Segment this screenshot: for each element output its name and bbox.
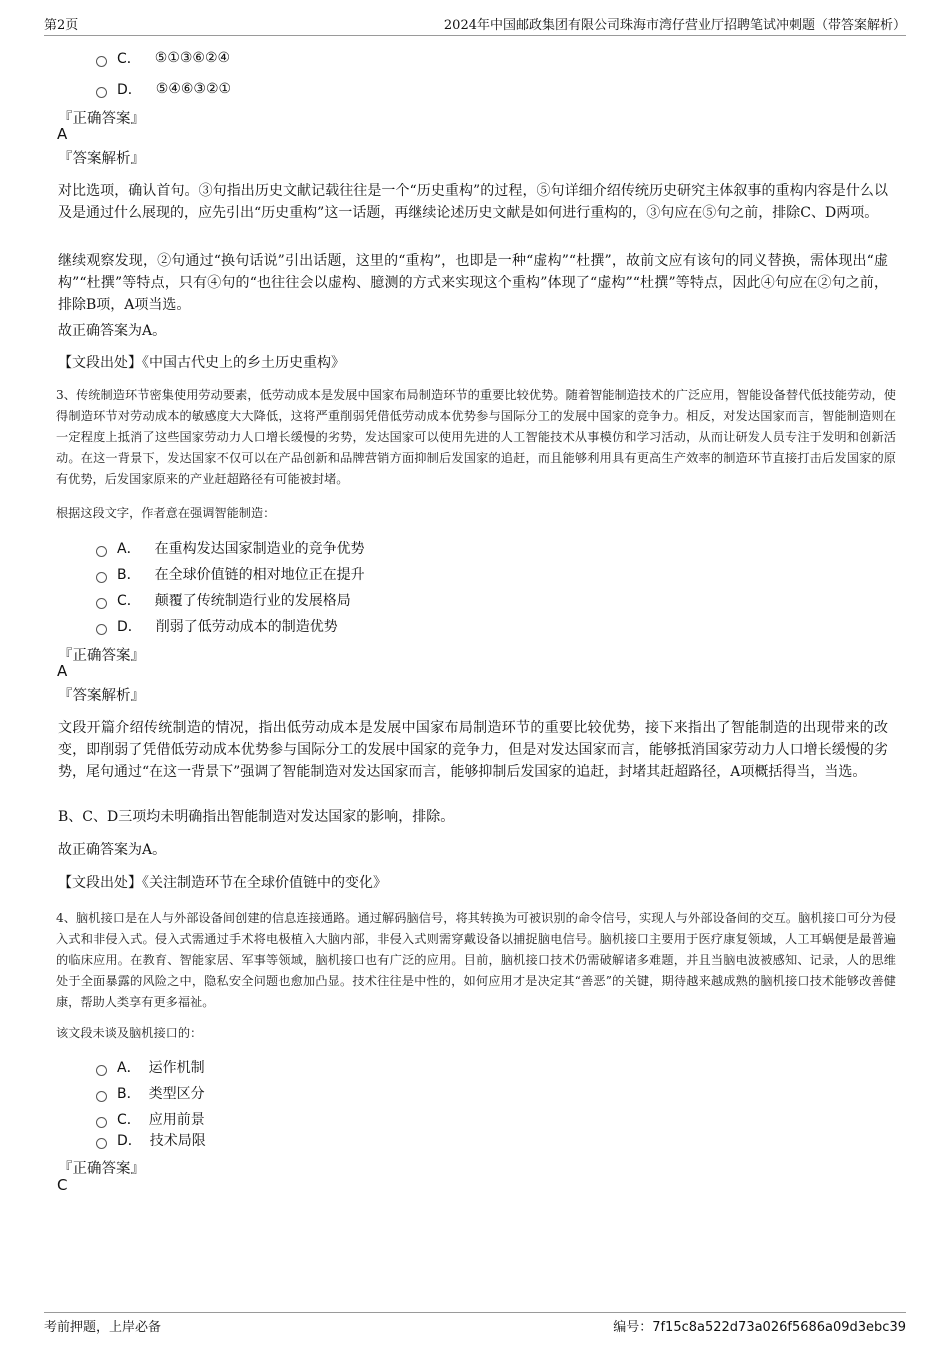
code-value: 7f15c8a522d73a026f5686a09d3ebc39 — [652, 1319, 906, 1335]
option-text: ⑤①③⑥②④ — [154, 50, 231, 66]
document-code — [613, 1316, 906, 1335]
q4-stem: 4、脑机接口是在人与外部设备间创建的信息连接通路。通过解码脑信号，将其转换为可被识别的命令信号，实现人与外部设备间的交互。脑机接口可分为侵入式和非侵入式。侵入式需通过手术将电极植入大脑内部，非侵入式则需穿戴设备以捕捉脑电信号。脑机接口主要用于医疗康复领域，人工耳蜗便是最普遍的临床应用。在教育、智能家居、军事等领域，脑机接口也有广泛的应用。目前，脑机接口技术仍需破解诸多难题，并且当脑电波被感知、记录，人的思维处于全面暴露的风险之中，隐私安全问题也愈加凸显。技术往往是中性的，如何应用才是决定其“善恶”的关键，期待越来越成熟的脑机接口技术能够改善健康，帮助人类享有更多福祉。 — [56, 911, 896, 1009]
q3-source: 【文段出处】《关注制造环节在全球价值链中的变化》 — [58, 875, 387, 891]
radio-icon[interactable] — [96, 87, 107, 98]
q3-answer-label: 『正确答案』 — [58, 648, 145, 664]
page-footer — [44, 1312, 906, 1334]
radio-icon[interactable] — [96, 598, 107, 609]
radio-icon[interactable] — [96, 1117, 107, 1128]
q2-analysis-p3: 故正确答案为A。 — [58, 323, 167, 339]
option-text: 在全球价值链的相对地位正在提升 — [154, 567, 365, 583]
radio-icon[interactable] — [96, 572, 107, 583]
q3-option-a[interactable]: A． 在重构发达国家制造业的竞争优势 — [96, 538, 365, 558]
radio-icon[interactable] — [96, 546, 107, 557]
radio-icon[interactable] — [96, 624, 107, 635]
radio-icon[interactable] — [96, 56, 107, 67]
q2-option-c[interactable]: C． ⑤①③⑥②④ — [96, 48, 230, 68]
option-text: 技术局限 — [149, 1133, 206, 1149]
page-number: 第2页 — [44, 17, 79, 33]
option-text: 类型区分 — [148, 1086, 205, 1102]
option-text: 应用前景 — [148, 1112, 205, 1128]
q4-option-a[interactable]: A． 运作机制 — [96, 1057, 205, 1077]
q3-analysis-p2: B、C、D三项均未明确指出智能制造对发达国家的影响，排除。 — [58, 809, 455, 825]
q2-answer-label: 『正确答案』 — [58, 111, 145, 127]
q4-option-c[interactable]: C． 应用前景 — [96, 1109, 205, 1129]
q3-option-c[interactable]: C． 颠覆了传统制造行业的发展格局 — [96, 590, 351, 610]
radio-icon[interactable] — [96, 1091, 107, 1102]
q4-question: 该文段未谈及脑机接口的： — [56, 1026, 203, 1040]
q2-option-d[interactable]: D． ⑤④⑥③②① — [96, 79, 231, 99]
q3-analysis-p1: 文段开篇介绍传统制造的情况，指出低劳动成本是发展中国家布局制造环节的重要比较优势，接下来指出了智能制造的出现带来的改变，即削弱了凭借低劳动成本优势参与国际分工的发展中国家的竞争力，但是对发达国家而言，能够抵消国家劳动力人口增长缓慢的劣势，尾句通过“在这一背景下”强调了智能制造对发达国家而言，能够抑制后发国家的追赶，封堵其赶超路径，A项概括得当，当选。 — [58, 720, 888, 780]
q3-option-b[interactable]: B． 在全球价值链的相对地位正在提升 — [96, 564, 365, 584]
document-title: 2024年中国邮政集团有限公司珠海市湾仔营业厅招聘笔试冲刺题（带答案解析） — [443, 17, 906, 33]
option-text: 削弱了低劳动成本的制造优势 — [155, 619, 338, 635]
q2-answer: A — [57, 125, 68, 143]
radio-icon[interactable] — [96, 1138, 107, 1149]
q3-option-d[interactable]: D． 削弱了低劳动成本的制造优势 — [96, 616, 338, 636]
option-text: 颠覆了传统制造行业的发展格局 — [154, 593, 351, 609]
page-header — [44, 14, 906, 36]
q4-option-d[interactable]: D． 技术局限 — [96, 1130, 206, 1150]
q4-option-b[interactable]: B． 类型区分 — [96, 1083, 205, 1103]
q2-source: 【文段出处】《中国古代史上的乡土历史重构》 — [58, 355, 345, 371]
q3-analysis-label: 『答案解析』 — [58, 688, 145, 704]
q3-question: 根据这段文字，作者意在强调智能制造： — [56, 506, 276, 520]
q2-analysis-p2: 继续观察发现，②句通过“换句话说”引出话题，这里的“重构”，也即是一种“虚构”“杜撰”，故前文应有该句的同义替换，需体现出“虚构”“杜撰”等特点，只有④句的“也往往会以虚构、臆测的方式来实现这个重构”体现了“虚构”“杜撰”等特点，因此④句应在②句之前，排除B项，A项当选。 — [58, 253, 888, 313]
code-label: 编号： — [613, 1319, 653, 1335]
q4-answer: C — [57, 1176, 68, 1194]
q4-answer-label: 『正确答案』 — [58, 1161, 145, 1177]
q3-stem: 3、传统制造环节密集使用劳动要素，低劳动成本是发展中国家布局制造环节的重要比较优势。随着智能制造技术的广泛应用，智能设备替代低技能劳动，使得制造环节对劳动成本的敏感度大大降低，这将严重削弱凭借低劳动成本优势参与国际分工的发展中国家的竞争力。相反，对发达国家而言，智能制造则在一定程度上抵消了这些国家劳动力人口增长缓慢的劣势，发达国家可以使用先进的人工智能技术从事模仿和学习活动，从而让研发人员专注于发明和创新活动。在这一背景下，发达国家不仅可以在产品创新和品牌营销方面抑制后发国家的追赶，而且能够利用具有更高生产效率的制造环节直接打击后发国家的原有优势，后发国家原来的产业赶超路径有可能被封堵。 — [56, 388, 896, 486]
option-text: 运作机制 — [148, 1060, 205, 1076]
option-text: ⑤④⑥③②① — [155, 81, 232, 97]
q3-analysis-p3: 故正确答案为A。 — [58, 842, 167, 858]
footer-slogan: 考前押题，上岸必备 — [44, 1319, 162, 1335]
q3-answer: A — [57, 662, 68, 680]
q2-analysis-label: 『答案解析』 — [58, 151, 145, 167]
option-text: 在重构发达国家制造业的竞争优势 — [154, 541, 365, 557]
radio-icon[interactable] — [96, 1065, 107, 1076]
q2-analysis-p1: 对比选项，确认首句。③句指出历史文献记载往往是一个“历史重构”的过程，⑤句详细介绍传统历史研究主体叙事的重构内容是什么以及是通过什么展现的，应先引出“历史重构”这一话题，再继续论述历史文献是如何进行重构的，③句应在⑤句之前，排除C、D两项。 — [58, 183, 888, 221]
